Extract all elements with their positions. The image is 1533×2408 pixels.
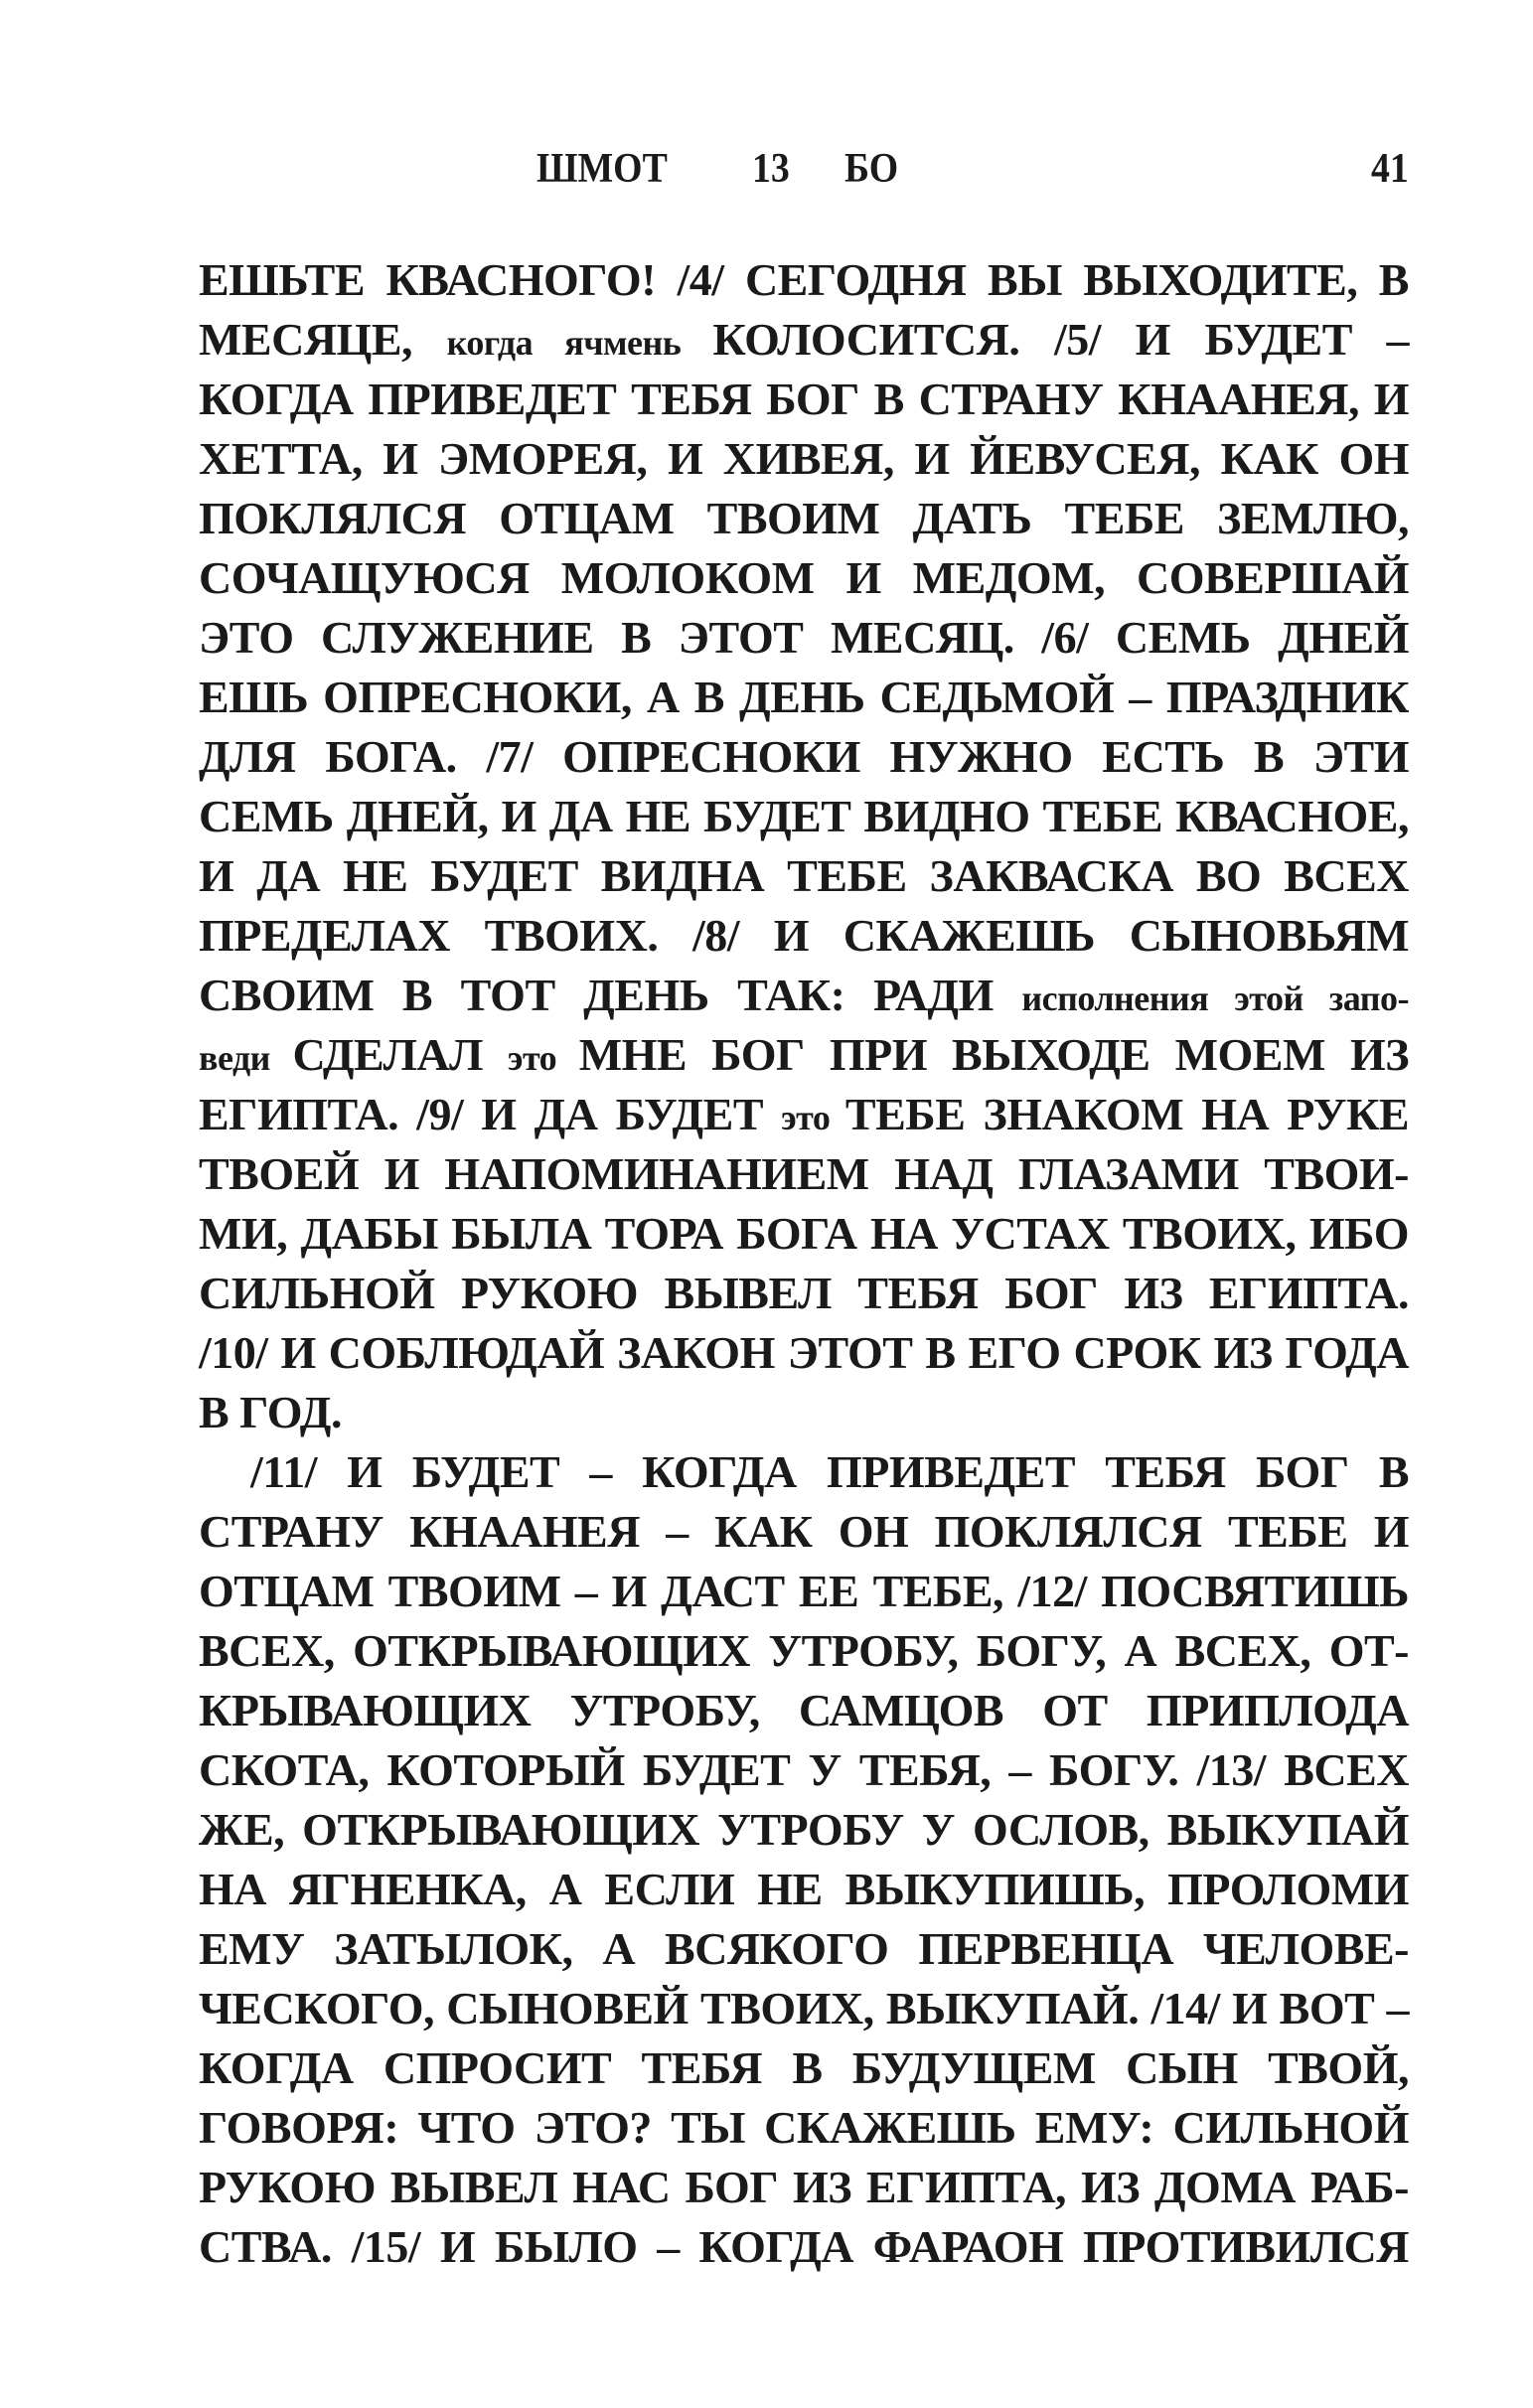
text-run: КОГДА ПРИВЕДЕТ ТЕБЯ БОГ В СТРАНУ КНААНЕЯ, И bbox=[199, 374, 1409, 424]
text-run: СИЛЬНОЙ РУКОЮ ВЫВЕЛ ТЕБЯ БОГ ИЗ ЕГИПТА. bbox=[199, 1268, 1409, 1318]
text-run: КРЫВАЮЩИХ УТРОБУ, САМЦОВ ОТ ПРИПЛОДА bbox=[199, 1685, 1409, 1735]
text-run: ДЛЯ БОГА. /7/ ОПРЕСНОКИ НУЖНО ЕСТЬ В ЭТИ bbox=[199, 731, 1409, 782]
text-run: /10/ И СОБЛЮДАЙ ЗАКОН ЭТОТ В ЕГО СРОК ИЗ ГОДА bbox=[199, 1327, 1409, 1378]
text-run: СОЧАЩУЮСЯ МОЛОКОМ И МЕДОМ, СОВЕРШАЙ bbox=[199, 552, 1409, 603]
text-run: ПРЕДЕЛАХ ТВОИХ. /8/ И СКАЖЕШЬ СЫНОВЬЯМ bbox=[199, 910, 1409, 961]
text-line bbox=[199, 1383, 1409, 1442]
text-run-small: это bbox=[781, 1098, 845, 1137]
text-run-small: исполнения этой запо- bbox=[1021, 978, 1409, 1018]
text-run: ЭТО СЛУЖЕНИЕ В ЭТОТ МЕСЯЦ. /6/ СЕМЬ ДНЕЙ bbox=[199, 612, 1409, 663]
text-line bbox=[199, 1204, 1409, 1264]
text-line bbox=[199, 1085, 1409, 1144]
text-line bbox=[199, 370, 1409, 429]
text-line bbox=[199, 2158, 1409, 2217]
text-line bbox=[199, 1502, 1409, 1562]
text-line bbox=[199, 787, 1409, 846]
text-run-small: веди bbox=[199, 1038, 293, 1078]
text-run: ТЕБЕ ЗНАКОМ НА РУКЕ bbox=[844, 1089, 1410, 1139]
text-line bbox=[199, 1681, 1409, 1740]
text-line bbox=[199, 2098, 1409, 2158]
text-run: ЧЕСКОГО, СЫНОВЕЙ ТВОИХ, ВЫКУПАЙ. /14/ И ВОТ – bbox=[199, 1983, 1409, 2033]
text-run: ЕШЬТЕ КВАСНОГО! /4/ СЕГОДНЯ ВЫ ВЫХОДИТЕ, В bbox=[199, 254, 1409, 305]
text-line bbox=[199, 310, 1409, 370]
text-run: И ДА НЕ БУДЕТ ВИДНА ТЕБЕ ЗАКВАСКА ВО ВСЕХ bbox=[199, 850, 1409, 901]
text-run: ПОКЛЯЛСЯ ОТЦАМ ТВОИМ ДАТЬ ТЕБЕ ЗЕМЛЮ, bbox=[199, 493, 1409, 543]
text-line bbox=[199, 429, 1409, 489]
text-line bbox=[199, 489, 1409, 548]
text-line bbox=[199, 608, 1409, 668]
text-line bbox=[199, 2217, 1409, 2277]
text-run: ЕГИПТА. /9/ И ДА БУДЕТ bbox=[199, 1089, 782, 1139]
text-line bbox=[199, 1740, 1409, 1800]
text-line bbox=[199, 250, 1409, 310]
text-run: МНЕ БОГ ПРИ ВЫХОДЕ МОЕМ ИЗ bbox=[578, 1029, 1410, 1080]
text-line bbox=[199, 1025, 1409, 1085]
running-head-parasha: БО bbox=[844, 146, 899, 192]
running-head-book: ШМОТ bbox=[537, 146, 668, 192]
text-line bbox=[199, 1919, 1409, 1979]
text-line bbox=[199, 1800, 1409, 1860]
text-line bbox=[199, 1860, 1409, 1919]
text-run: ЕШЬ ОПРЕСНОКИ, А В ДЕНЬ СЕДЬМОЙ – ПРАЗДНИК bbox=[199, 672, 1409, 722]
text-line bbox=[199, 966, 1409, 1025]
text-run-small: это bbox=[507, 1038, 579, 1078]
body-text bbox=[199, 250, 1409, 2277]
text-line bbox=[199, 846, 1409, 906]
text-run: СТВА. /15/ И БЫЛО – КОГДА ФАРАОН ПРОТИВИЛСЯ bbox=[199, 2221, 1409, 2272]
text-line bbox=[199, 1323, 1409, 1383]
text-run: СДЕЛАЛ bbox=[292, 1029, 508, 1080]
text-run: ЕМУ ЗАТЫЛОК, А ВСЯКОГО ПЕРВЕНЦА ЧЕЛОВЕ- bbox=[199, 1923, 1409, 1974]
text-run: НА ЯГНЕНКА, А ЕСЛИ НЕ ВЫКУПИШЬ, ПРОЛОМИ bbox=[199, 1864, 1409, 1914]
text-line bbox=[199, 906, 1409, 966]
text-line bbox=[199, 1144, 1409, 1204]
text-run: КОЛОСИТСЯ. /5/ И БУДЕТ – bbox=[712, 314, 1410, 365]
text-run: СВОИМ В ТОТ ДЕНЬ ТАК: РАДИ bbox=[199, 970, 1022, 1020]
text-run: МЕСЯЦЕ, bbox=[199, 314, 447, 365]
text-line bbox=[199, 1442, 1409, 1502]
text-line bbox=[199, 668, 1409, 727]
text-run: СТРАНУ КНААНЕЯ – КАК ОН ПОКЛЯЛСЯ ТЕБЕ И bbox=[199, 1506, 1409, 1557]
page-number: 41 bbox=[1371, 146, 1409, 192]
text-run: ХЕТТА, И ЭМОРЕЯ, И ХИВЕЯ, И ЙЕВУСЕЯ, КАК ОН bbox=[199, 433, 1409, 484]
text-line bbox=[199, 2038, 1409, 2098]
text-run: МИ, ДАБЫ БЫЛА ТОРА БОГА НА УСТАХ ТВОИХ, ИБО bbox=[199, 1208, 1409, 1259]
text-line bbox=[199, 1562, 1409, 1621]
text-line bbox=[199, 1979, 1409, 2038]
text-run: РУКОЮ ВЫВЕЛ НАС БОГ ИЗ ЕГИПТА, ИЗ ДОМА РАБ- bbox=[199, 2162, 1409, 2212]
running-head-chapter: 13 bbox=[752, 146, 790, 192]
text-line bbox=[199, 1621, 1409, 1681]
text-run: КОГДА СПРОСИТ ТЕБЯ В БУДУЩЕМ СЫН ТВОЙ, bbox=[199, 2042, 1409, 2093]
text-run: ТВОЕЙ И НАПОМИНАНИЕМ НАД ГЛАЗАМИ ТВОИ- bbox=[199, 1148, 1409, 1199]
text-line bbox=[199, 727, 1409, 787]
text-run: ВСЕХ, ОТКРЫВАЮЩИХ УТРОБУ, БОГУ, А ВСЕХ, ОТ- bbox=[199, 1625, 1409, 1676]
text-run-small: когда ячмень bbox=[446, 323, 713, 363]
text-run: ОТЦАМ ТВОИМ – И ДАСТ ЕЕ ТЕБЕ, /12/ ПОСВЯТИШЬ bbox=[199, 1566, 1409, 1616]
text-run: ГОВОРЯ: ЧТО ЭТО? ТЫ СКАЖЕШЬ ЕМУ: СИЛЬНОЙ bbox=[199, 2102, 1409, 2153]
text-line bbox=[199, 548, 1409, 608]
text-run: СКОТА, КОТОРЫЙ БУДЕТ У ТЕБЯ, – БОГУ. /13/ ВСЕХ bbox=[199, 1744, 1409, 1795]
text-run: /11/ И БУДЕТ – КОГДА ПРИВЕДЕТ ТЕБЯ БОГ В bbox=[250, 1446, 1409, 1497]
text-run: В ГОД. bbox=[199, 1387, 342, 1437]
text-run: ЖЕ, ОТКРЫВАЮЩИХ УТРОБУ У ОСЛОВ, ВЫКУПАЙ bbox=[199, 1804, 1409, 1855]
text-run: СЕМЬ ДНЕЙ, И ДА НЕ БУДЕТ ВИДНО ТЕБЕ КВАСНОЕ, bbox=[199, 791, 1409, 841]
text-line bbox=[199, 1264, 1409, 1323]
